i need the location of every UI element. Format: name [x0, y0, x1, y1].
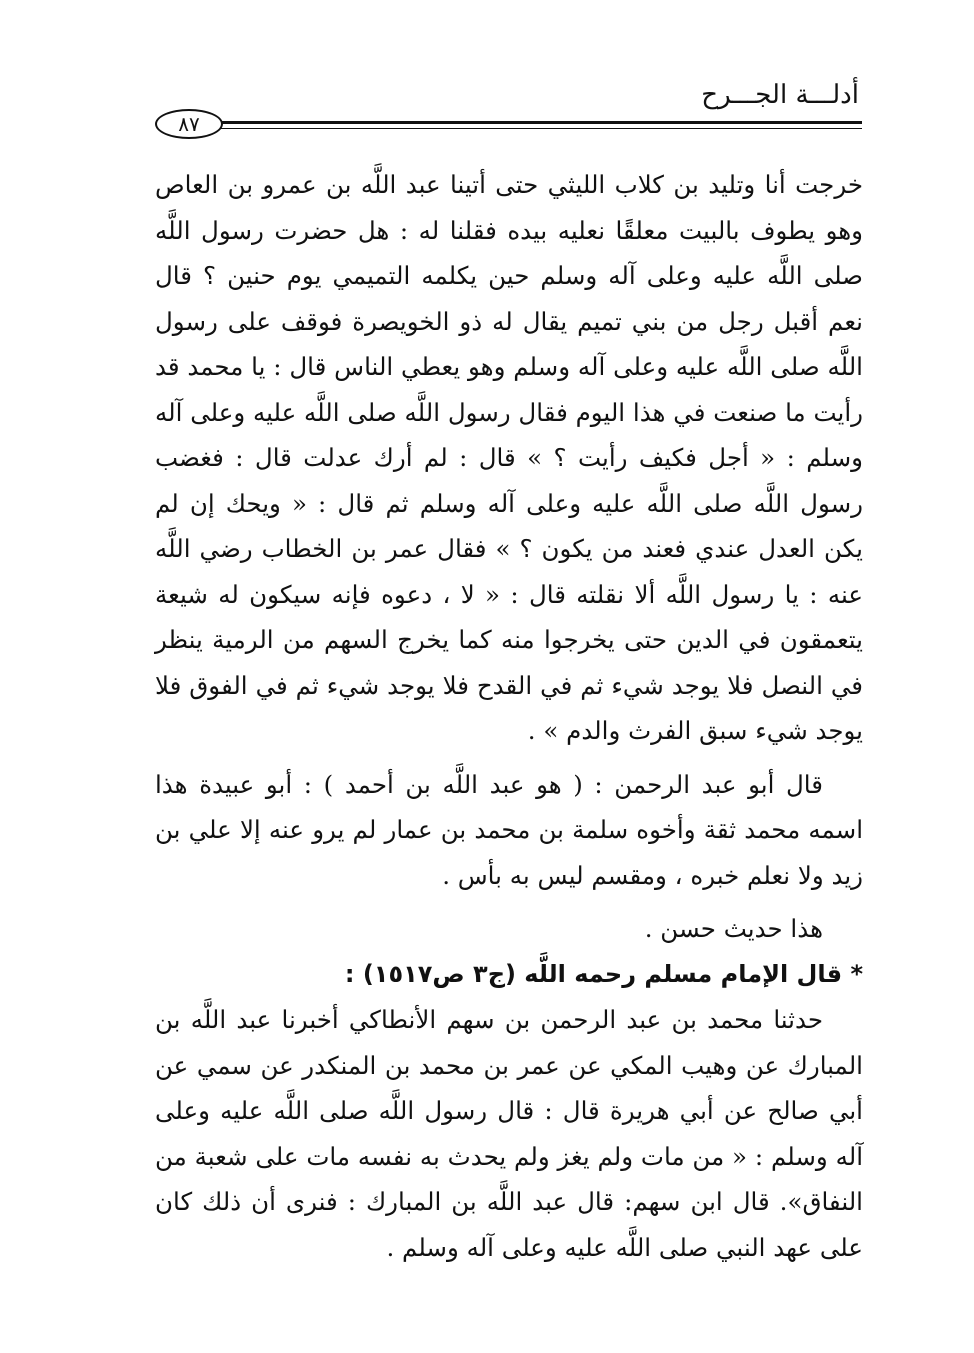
paragraph-muslim-hadith: حدثنا محمد بن عبد الرحمن بن سهم الأنطاكي أخبرنا عبد اللَّه بن المبارك عن وهيب المكي عن عمر بن محمد بن المنكدر عن سمي عن أبي صالح عن أبي هريرة قال : قال رسول اللَّه صلى اللَّه عليه وعلى آله وسلم : « من مات ولم يغز ولم يحدث به نفسه مات على شعبة من النفاق». قال ابن سهم: قال عبد اللَّه بن المبارك : فنرى أن ذلك كان على عهد النبي صلى اللَّه عليه وعلى آله وسلم . — [155, 1005, 863, 1262]
page-number: ٨٧ — [178, 112, 200, 136]
page-number-badge — [155, 109, 223, 139]
running-title: أدلـــة الجـــرح — [701, 80, 859, 110]
paragraph-hadith-text: خرجت أنا وتليد بن كلاب الليثي حتى أتينا عبد اللَّه بن عمرو بن العاص وهو يطوف بالبيت معلقًا نعليه بيده فقلنا له : هل حضرت رسول اللَّه صلى اللَّه عليه وعلى آله وسلم حين يكلمه التميمي يوم حنين ؟ قال نعم أقبل رجل من بني تميم يقال له ذو الخويصرة فوقف على رسول اللَّه صلى اللَّه عليه وعلى آله وسلم وهو يعطي الناس قال : يا محمد قد رأيت ما صنعت في هذا اليوم فقال رسول اللَّه صلى اللَّه عليه وعلى آله وسلم : « أجل فكيف رأيت ؟ » قال : لم أرك عدلت قال : فغضب رسول اللَّه صلى اللَّه عليه وعلى آله وسلم ثم قال : « ويحك إن لم يكن العدل عندي فعند من يكون ؟ » فقال عمر بن الخطاب رضي اللَّه عنه : يا رسول اللَّه ألا نقلته قال : « لا ، دعوه فإنه سيكون له شيعة يتعمقون في الدين حتى يخرجوا منه كما يخرج السهم من الرمية ينظر في النصل فلا يوجد شيء ثم في القدح فلا يوجد شيء ثم في الفوق فلا يوجد شيء سبق الفرث والدم » . — [155, 170, 863, 745]
section-heading: * قال الإمام مسلم رحمه اللَّه (ج٣ ص١٥١٧) : — [344, 959, 863, 988]
header-rule-thick — [210, 121, 862, 124]
paragraph-grading: هذا حديث حسن . — [644, 914, 823, 943]
header-rule-thin — [210, 128, 862, 129]
paragraph-commentary: قال أبو عبد الرحمن : ( هو عبد اللَّه بن أحمد ) : أبو عبيدة هذا اسمه محمد ثقة وأخوه سلمة بن محمد بن عمار لم يرو عنه إلا علي بن زيد ولا نعلم خبره ، ومقسم ليس به بأس . — [155, 769, 863, 890]
body-text — [155, 162, 863, 1270]
